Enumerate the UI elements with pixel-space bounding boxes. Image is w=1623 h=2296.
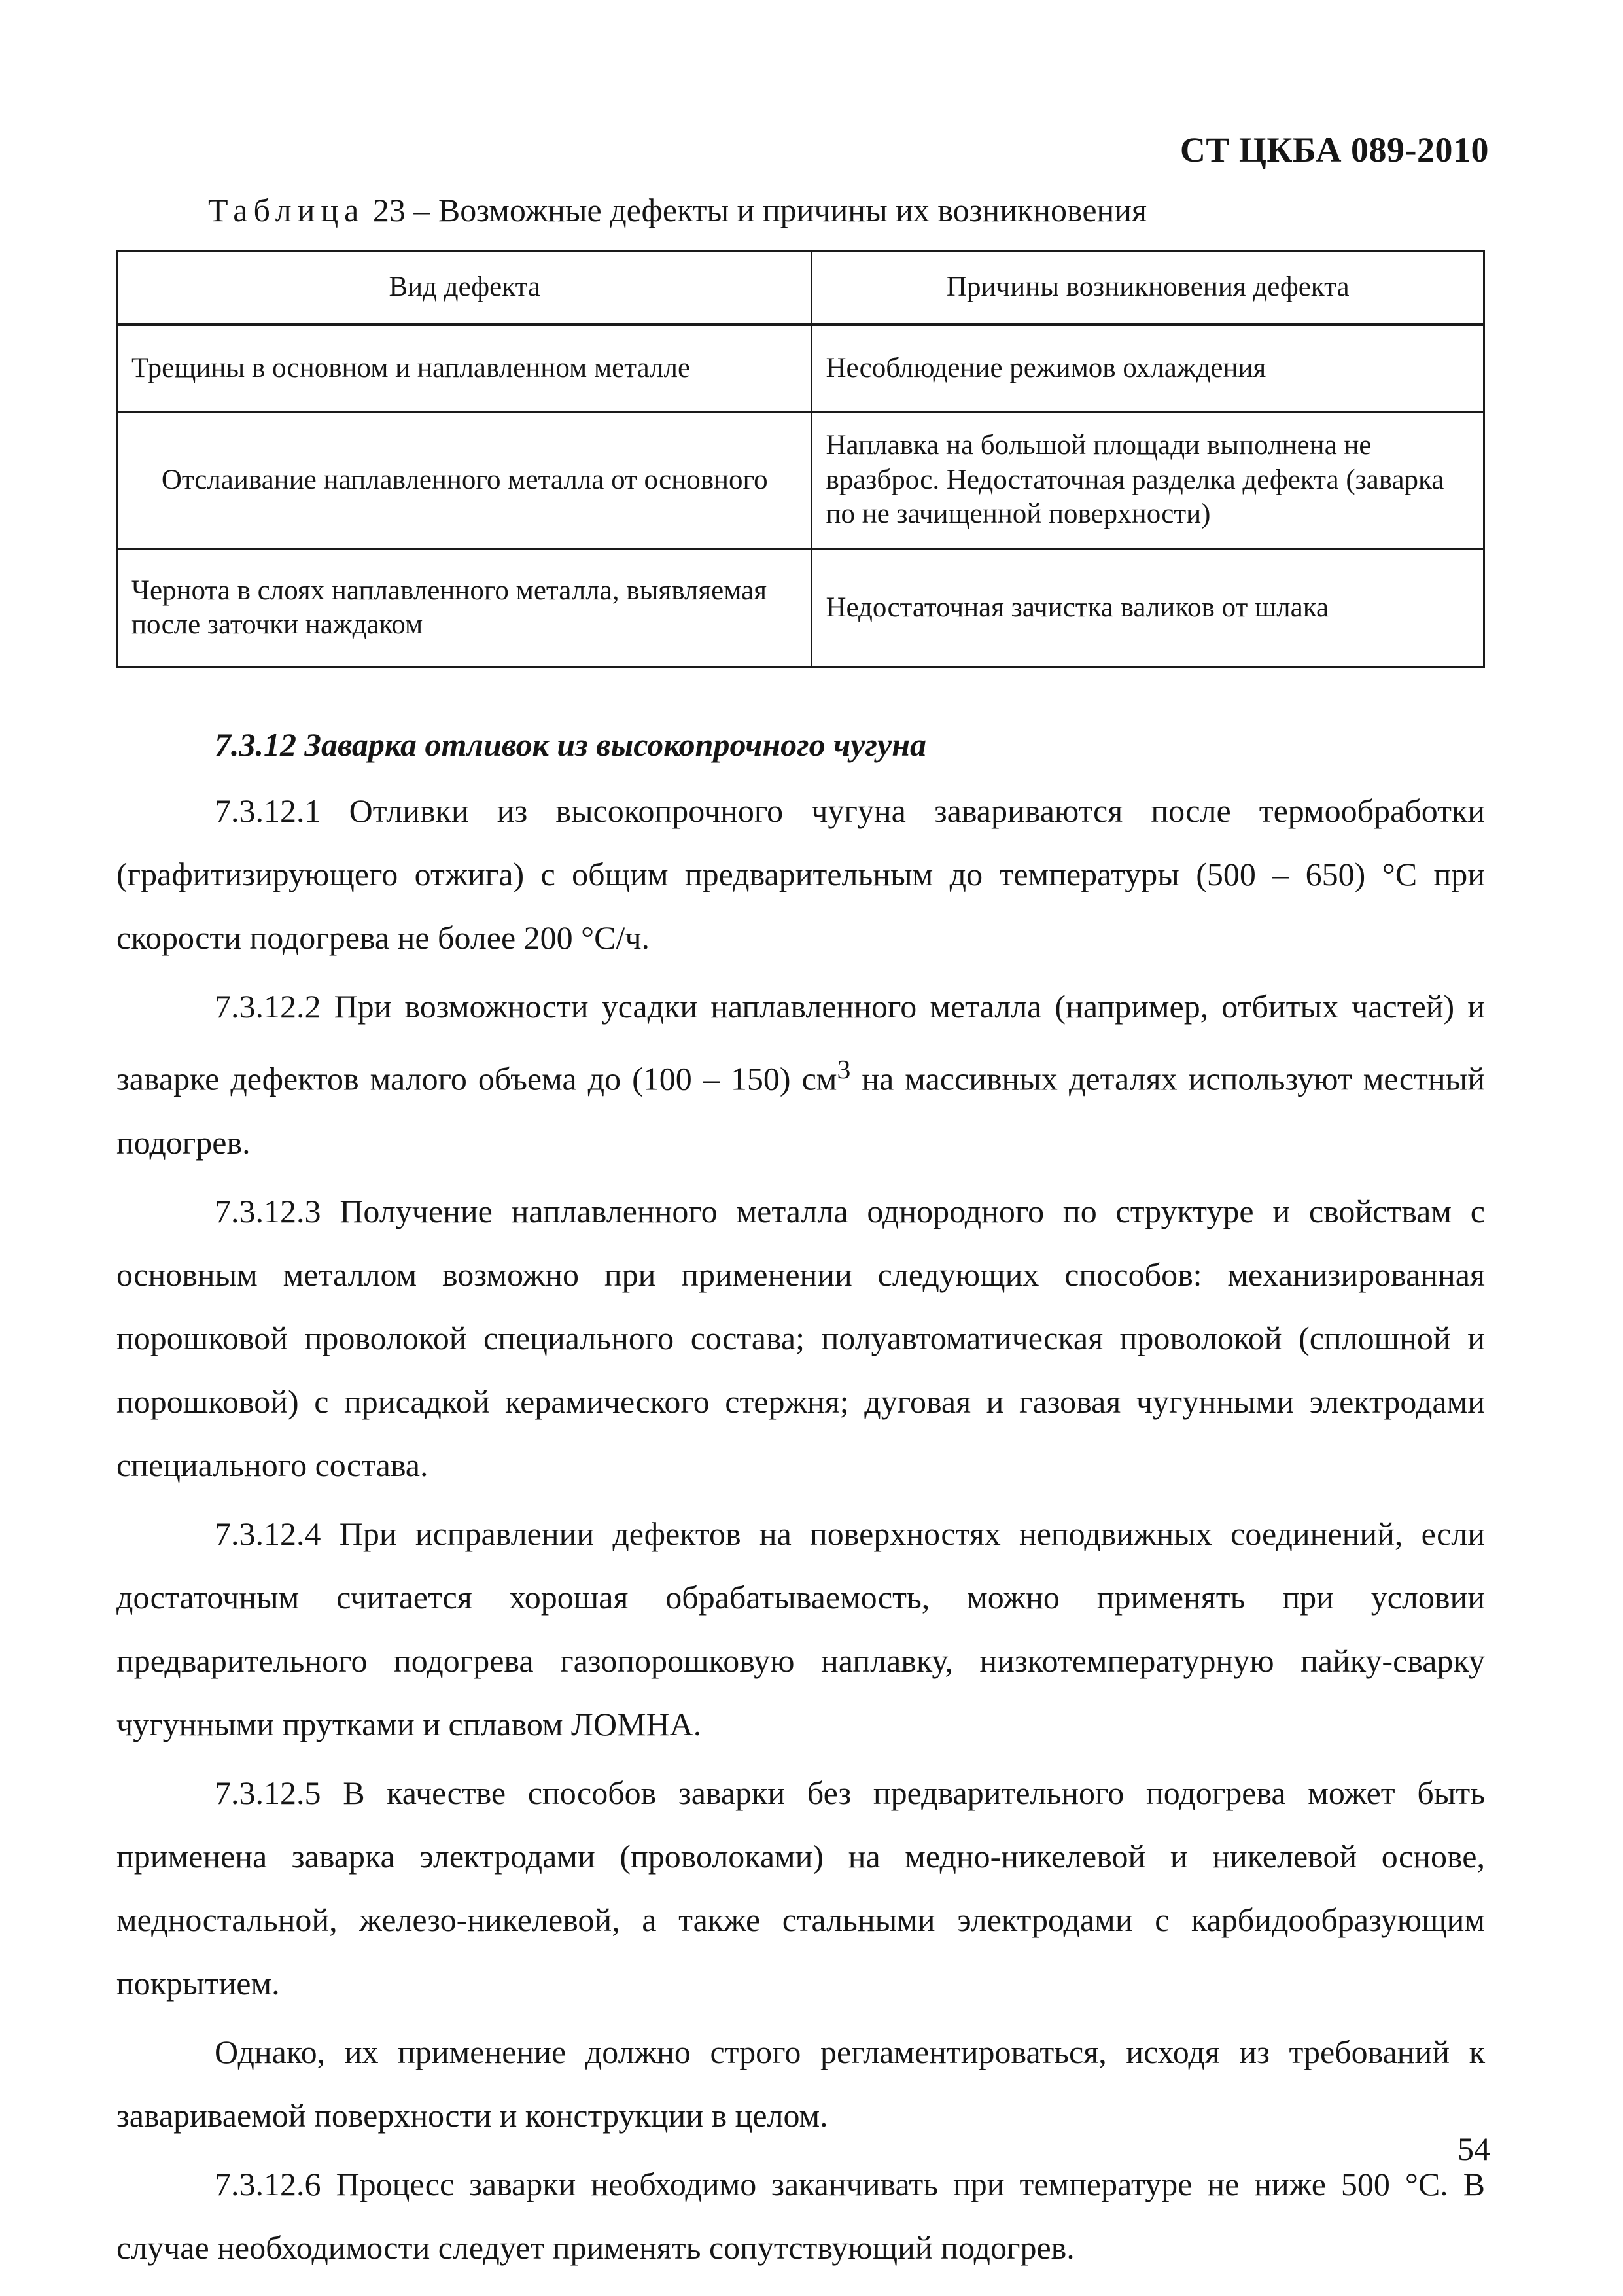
document-code: СТ ЦКБА 089-2010 bbox=[1179, 130, 1489, 169]
paragraph-7-3-12-5: 7.3.12.5 В качестве способов заварки без предварительного подогрева может быть применена заварка электродами (проволоками) на медно-никелевой и никелевой основе, медностальной, железо-никелевой, а также стальными электродами с карбидообразующим покрытием. bbox=[116, 1774, 1485, 2002]
table-row bbox=[118, 325, 1484, 412]
table-caption bbox=[208, 191, 1147, 229]
defects-table bbox=[116, 250, 1485, 668]
paragraph-7-3-12-3: 7.3.12.3 Получение наплавленного металла однородного по структуре и свойствам с основным металлом возможно при применении следующих способов: механизированная порошковой проволокой специального состава; полуавтоматическая проволокой (сплошной и порошковой) с присадкой керамического стержня; дуговая и газовая чугунными электродами специального состава. bbox=[116, 1192, 1485, 1483]
paragraph-7-3-12-2 bbox=[116, 975, 1485, 1174]
defect-cell: Чернота в слоях наплавленного металла, выявляемая после заточки наждаком bbox=[118, 549, 812, 667]
cause-cell: Наплавка на большой площади выполнена не вразброс. Недостаточная разделка дефекта (заварка по не зачищенной поверхности) bbox=[812, 412, 1484, 549]
paragraph-7-3-12-6: 7.3.12.6 Процесс заварки необходимо заканчивать при температуре не ниже 500 °С. В случае необходимости следует применять сопутствующий подогрев. bbox=[116, 2165, 1485, 2266]
column-header-defect: Вид дефекта bbox=[118, 251, 812, 325]
column-header-cause: Причины возникновения дефекта bbox=[812, 251, 1484, 325]
page-number: 54 bbox=[1457, 2130, 1490, 2167]
cause-cell: Недостаточная зачистка валиков от шлака bbox=[812, 549, 1484, 667]
table-caption-prefix: Таблица bbox=[208, 192, 365, 228]
table-row bbox=[118, 549, 1484, 667]
paragraph-note: Однако, их применение должно строго регламентироваться, исходя из требований к завариваемой поверхности и конструкции в целом. bbox=[116, 2033, 1485, 2134]
table-caption-title: 23 – Возможные дефекты и причины их возникновения bbox=[364, 192, 1147, 228]
superscript-cubic: 3 bbox=[837, 1055, 851, 1085]
table-row bbox=[118, 412, 1484, 549]
cause-cell: Несоблюдение режимов охлаждения bbox=[812, 325, 1484, 412]
paragraph-7-3-12-2-text-b: на массивных деталях используют местный подогрев. bbox=[116, 1060, 1486, 1161]
table-header-row bbox=[118, 251, 1484, 325]
defect-cell: Трещины в основном и наплавленном металле bbox=[118, 325, 812, 412]
paragraph-7-3-12-4: 7.3.12.4 При исправлении дефектов на поверхностях неподвижных соединений, если достаточным считается хорошая обрабатываемость, можно применять при условии предварительного подогрева газопорошковую наплавку, низкотемпературную пайку-сварку чугунными прутками и сплавом ЛОМНА. bbox=[116, 1515, 1485, 1742]
paragraph-7-3-12-2-text-a: 7.3.12.2 При возможности усадки наплавленного металла (например, отбитых частей) и заварке дефектов малого объема до (100 – 150) см bbox=[116, 988, 1485, 1097]
paragraph-7-3-12-1: 7.3.12.1 Отливки из высокопрочного чугуна завариваются после термообработки (графитизирующего отжига) с общим предварительным до температуры (500 – 650) °С при скорости подогрева не более 200 °С/ч. bbox=[116, 792, 1485, 956]
defect-cell: Отслаивание наплавленного металла от основного bbox=[118, 412, 812, 549]
section-body bbox=[116, 713, 1485, 2285]
section-heading: 7.3.12 Заварка отливок из высокопрочного чугуна bbox=[215, 726, 926, 763]
